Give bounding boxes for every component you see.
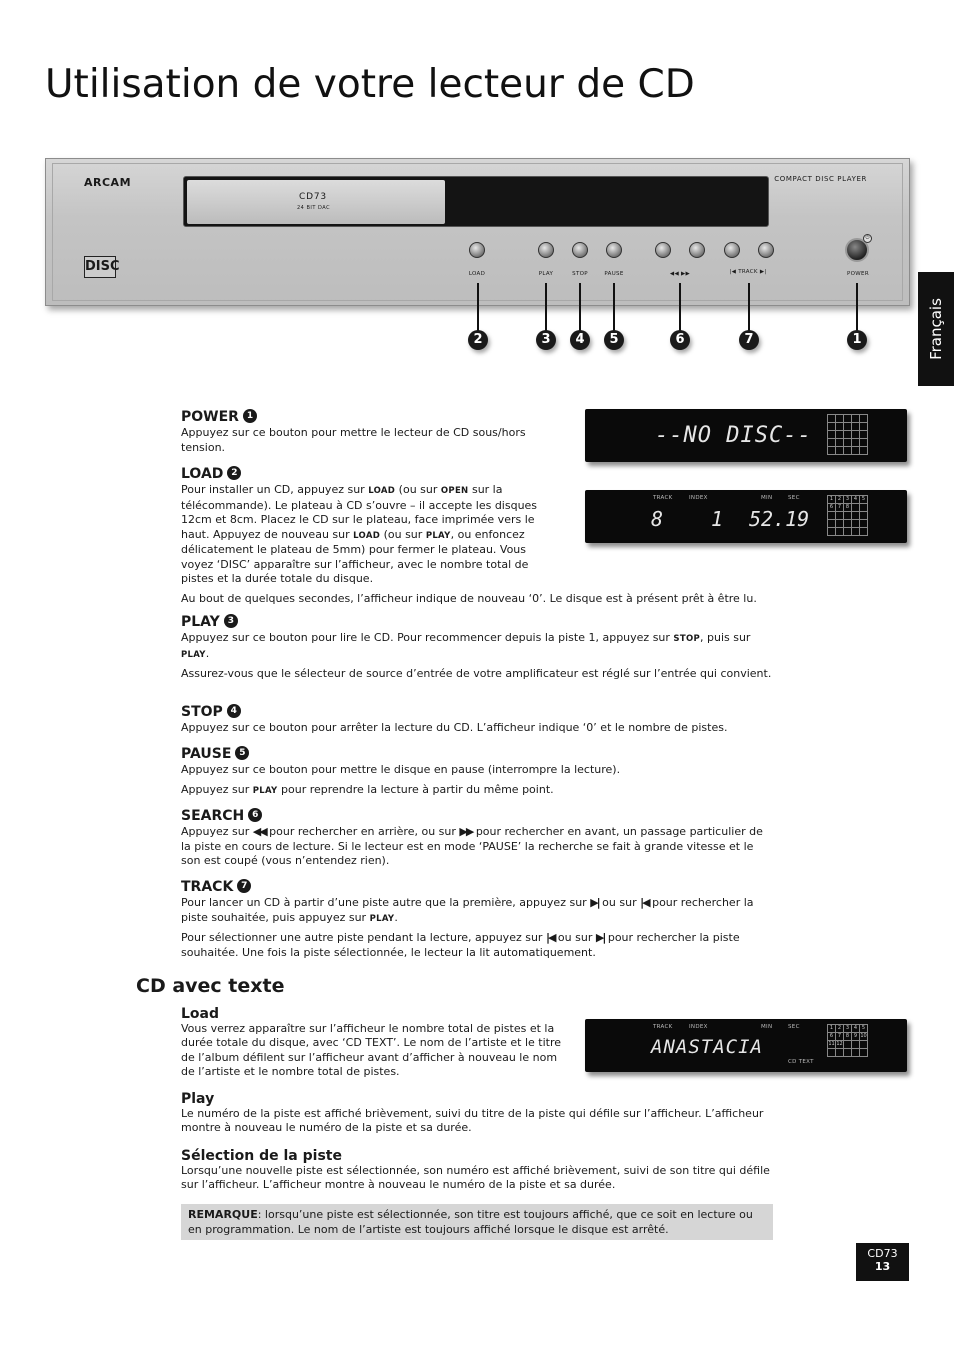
lcd-label-track: TRACK	[653, 1024, 673, 1030]
callout-4: 4	[570, 330, 590, 350]
cd-text-play-text: Le numéro de la piste est affiché brièvement, suivi du titre de la piste qui défile sur l’afficheur. L’afficheur montre à nouveau le numéro de la piste et sa durée.	[181, 1106, 764, 1134]
lcd-label-min: MIN	[761, 495, 773, 501]
grid-cell: 4	[852, 1025, 860, 1033]
grid-cell: 11	[828, 1041, 835, 1047]
text-run: ou sur	[598, 896, 641, 909]
lcd-track-number: 8	[651, 507, 664, 531]
search-paragraph	[181, 825, 773, 869]
callout-2: 2	[468, 330, 488, 350]
power-section	[181, 409, 773, 455]
text-run: Appuyez sur	[181, 782, 253, 796]
grid-cell: 3	[844, 496, 852, 504]
track-paragraph-2	[181, 931, 773, 960]
load-paragraph-1	[181, 483, 561, 587]
load-paragraph-2: Au bout de quelques secondes, l’afficheur indique de nouveau ‘0’. Le disque est à présent prêt à être lu.	[181, 591, 757, 605]
cd-text-select-heading: Sélection de la piste	[181, 1148, 342, 1164]
skip-next-icon: ▶|	[595, 931, 605, 944]
note-label: REMARQUE	[188, 1208, 258, 1221]
grid-cell: 9	[852, 1033, 860, 1041]
load-section	[181, 466, 773, 606]
text-run: pour rechercher la piste souhaitée, puis appuyez sur	[181, 896, 754, 924]
track-prev-button-illustration	[724, 242, 740, 258]
pause-heading-text: PAUSE	[181, 746, 232, 762]
pause-section	[181, 746, 773, 798]
label-search: ◀◀ ▶▶	[669, 271, 691, 277]
grid-cell: 7	[836, 504, 844, 512]
cd-display-window	[183, 176, 769, 227]
cd-text-load-heading: Load	[181, 1006, 220, 1022]
callout-badge: 5	[235, 746, 249, 760]
play-paragraph-1	[181, 631, 773, 662]
lcd-artist-text: ANASTACIA	[651, 1036, 763, 1058]
callout-5: 5	[604, 330, 624, 350]
track-next-button-illustration	[758, 242, 774, 258]
stop-text: Appuyez sur ce bouton pour arrêter la lecture du CD. L’afficheur indique ‘0’ et le nombre de pistes.	[181, 721, 728, 734]
callout-6: 6	[670, 330, 690, 350]
remarque-note	[181, 1204, 773, 1240]
cd-text-load-section	[181, 1007, 773, 1080]
text-run: pour reprendre la lecture à partir du même point.	[277, 782, 554, 796]
grid-cell: 12	[836, 1041, 843, 1047]
keyword-play: PLAY	[369, 913, 395, 924]
load-heading	[181, 466, 773, 483]
grid-cell: 3	[844, 1025, 852, 1033]
text-run: sur la télécommande). Le plateau à CD s’ouvre – il accepte les disques 12cm et 8cm. Placez le CD sur le plateau, face imprimée vers le haut. Appuyez de nouveau sur	[181, 483, 538, 541]
callout-line-pause	[613, 283, 615, 331]
keyword-open: OPEN	[440, 486, 469, 496]
power-text: Appuyez sur ce bouton pour mettre le lecteur de CD sous/hors tension.	[181, 426, 526, 454]
cd-text-load-text: Vous verrez apparaître sur l’afficheur le nombre total de pistes et la durée totale du disque, avec ‘CD TEXT’. Le nom de l’artiste et le titre de l’album défilent sur l’afficheur avant d’afficher à nouveau le nom de l’artiste et le nombre total de pistes.	[181, 1021, 562, 1078]
keyword-play: PLAY	[425, 530, 451, 541]
cd-text-section-title: CD avec texte	[136, 975, 285, 997]
power-indicator: ⏻	[863, 234, 872, 243]
label-power: POWER	[847, 271, 869, 277]
search-section	[181, 808, 773, 869]
lcd-label-index: INDEX	[689, 1024, 708, 1030]
label-load: LOAD	[468, 271, 486, 277]
keyword-load: LOAD	[353, 530, 381, 541]
lcd-label-min: MIN	[761, 1024, 773, 1030]
callout-badge: 6	[248, 808, 262, 822]
callout-badge: 1	[243, 409, 257, 423]
label-pause: PAUSE	[604, 271, 624, 277]
text-run: Appuyez sur	[181, 825, 253, 838]
cd-text-select-text: Lorsqu’une nouvelle piste est sélectionnée, son numéro est affiché brièvement, suivi de son titre qui défile sur l’afficheur. L’afficheur montre à nouveau le numéro de la piste et sa durée.	[181, 1163, 770, 1191]
keyword-stop: STOP	[673, 634, 700, 644]
grid-cell: 2	[836, 1025, 844, 1033]
tray-dac-label: 24 BIT DAC	[297, 205, 331, 211]
lcd-label-sec: SEC	[788, 495, 800, 501]
forward-button-illustration	[689, 242, 705, 258]
play-section	[181, 614, 773, 682]
compact-disc-logo: DISC	[84, 256, 116, 278]
fast-forward-icon: ▶▶	[459, 825, 473, 838]
footer-model: CD73	[867, 1247, 898, 1260]
pause-heading	[181, 746, 773, 763]
grid-cell: 10	[860, 1033, 867, 1039]
stop-heading	[181, 704, 773, 721]
keyword-play: PLAY	[181, 649, 206, 660]
callout-badge: 4	[227, 704, 241, 718]
rewind-button-illustration	[655, 242, 671, 258]
page-number: 13	[874, 1260, 891, 1273]
callout-3: 3	[536, 330, 556, 350]
play-paragraph-2: Assurez-vous que le sélecteur de source d’entrée de votre amplificateur est réglé sur l’entrée qui convient.	[181, 667, 772, 680]
cd-text-select-section	[181, 1149, 773, 1193]
label-stop: STOP	[572, 271, 588, 277]
callout-badge: 3	[224, 614, 238, 628]
pause-paragraph-2	[181, 783, 773, 799]
note-text: : lorsqu’une piste est sélectionnée, son titre est toujours affiché, que ce soit en lecture ou en programmation. Le nom de l’artiste est toujours affiché lorsque le disque est arrêté.	[188, 1208, 753, 1236]
language-tab-label: Français	[927, 298, 945, 360]
keyword-play: PLAY	[252, 785, 278, 796]
brand-logo: ARCAM	[84, 176, 132, 189]
cd-tray	[187, 180, 445, 224]
grid-cell: 2	[836, 496, 844, 504]
text-run: Appuyez sur ce bouton pour lire le CD. Pour recommencer depuis la piste 1, appuyez sur	[181, 631, 674, 644]
text-run: Pour installer un CD, appuyez sur	[181, 483, 369, 496]
callout-badge: 2	[227, 466, 241, 480]
load-button-illustration	[469, 242, 485, 258]
keyword-load: LOAD	[368, 486, 396, 496]
text-run: ou sur	[554, 931, 596, 944]
label-track-text: TRACK	[738, 269, 758, 275]
lcd-index-number: 1	[711, 507, 724, 531]
text-run: Pour sélectionner une autre piste pendant la lecture, appuyez sur	[181, 931, 546, 944]
callout-line-stop	[579, 283, 581, 331]
lcd-track-grid-2	[827, 495, 868, 536]
lcd-track-grid-3	[827, 1024, 868, 1057]
text-run: Pour lancer un CD à partir d’une piste autre que la première, appuyez sur	[181, 896, 591, 909]
grid-cell: 6	[828, 1033, 836, 1041]
power-heading-text: POWER	[181, 409, 239, 425]
search-heading	[181, 808, 773, 825]
callout-line-play	[545, 283, 547, 331]
play-heading	[181, 614, 773, 631]
label-track: |◀ TRACK ▶|	[729, 269, 767, 275]
skip-next-icon: ▶|	[590, 896, 599, 909]
load-heading-text: LOAD	[181, 466, 224, 482]
text-run: , puis sur	[700, 631, 751, 644]
callout-line-power	[856, 283, 858, 331]
page-title: Utilisation de votre lecteur de CD	[45, 62, 695, 107]
tray-model-label: CD73	[299, 192, 327, 202]
text-run: pour rechercher en arrière, ou sur	[265, 825, 460, 838]
page-footer-box	[856, 1243, 909, 1281]
lcd-track-grid	[827, 414, 868, 455]
lcd-label-sec: SEC	[788, 1024, 800, 1030]
text-run: .	[394, 910, 398, 924]
track-paragraph-1	[181, 896, 773, 926]
track-heading-text: TRACK	[181, 879, 234, 895]
text-run: , ou enfoncez délicatement le plateau de 5mm) pour fermer le plateau. Vous voyez ‘DISC’ apparaître sur l’afficheur, avec le nombre total de pistes et la durée totale du disque.	[181, 527, 529, 585]
stop-section	[181, 704, 773, 736]
search-heading-text: SEARCH	[181, 808, 245, 824]
rewind-icon: ◀◀	[252, 825, 266, 838]
grid-cell: 1	[828, 496, 836, 504]
callout-line-search	[679, 283, 681, 331]
stop-heading-text: STOP	[181, 704, 223, 720]
skip-previous-icon: |◀	[545, 931, 555, 944]
play-button-illustration	[538, 242, 554, 258]
callout-line-load	[477, 283, 479, 331]
cd-text-play-section	[181, 1092, 773, 1136]
grid-cell: 8	[844, 1033, 852, 1041]
lcd-no-disc-text: --NO DISC--	[655, 423, 812, 448]
stop-button-illustration	[572, 242, 588, 258]
grid-cell: 8	[844, 504, 852, 512]
text-run: (ou sur	[380, 527, 426, 541]
callout-badge: 7	[237, 879, 251, 893]
cd-text-play-heading: Play	[181, 1091, 215, 1107]
grid-cell: 5	[860, 1025, 868, 1033]
device-type-label: COMPACT DISC PLAYER	[774, 175, 867, 183]
text-run: pour rechercher la piste souhaitée. Une fois la piste sélectionnée, le lecteur la lit automatiquement.	[181, 931, 740, 959]
grid-cell: 7	[836, 1033, 844, 1041]
skip-previous-icon: |◀	[640, 896, 649, 909]
callout-7: 7	[739, 330, 759, 350]
track-heading	[181, 879, 773, 896]
pause-button-illustration	[606, 242, 622, 258]
grid-cell: 4	[852, 496, 860, 504]
grid-cell: 5	[860, 496, 868, 504]
lcd-label-track: TRACK	[653, 495, 673, 501]
pause-paragraph-1: Appuyez sur ce bouton pour mettre le disque en pause (interrompre la lecture).	[181, 763, 621, 776]
callout-line-track	[748, 283, 750, 331]
language-tab	[918, 272, 954, 386]
text-run: pour rechercher en avant, un passage particulier de la piste en cours de lecture. Si le lecteur est en mode ‘PAUSE’ la recherche se fait à grande vitesse et le son est coupé (vous n’entendez rien).	[181, 825, 763, 867]
track-section	[181, 879, 773, 960]
lcd-label-index: INDEX	[689, 495, 708, 501]
play-heading-text: PLAY	[181, 614, 220, 630]
callout-1: 1	[847, 330, 867, 350]
text-run: (ou sur	[395, 483, 441, 496]
text-run: .	[205, 646, 210, 660]
grid-cell: 1	[828, 1025, 836, 1033]
power-heading	[181, 409, 773, 426]
label-play: PLAY	[538, 271, 554, 277]
grid-cell: 6	[828, 504, 836, 512]
lcd-time: 52.19	[749, 507, 810, 531]
lcd-cd-text-label: CD TEXT	[788, 1059, 814, 1065]
